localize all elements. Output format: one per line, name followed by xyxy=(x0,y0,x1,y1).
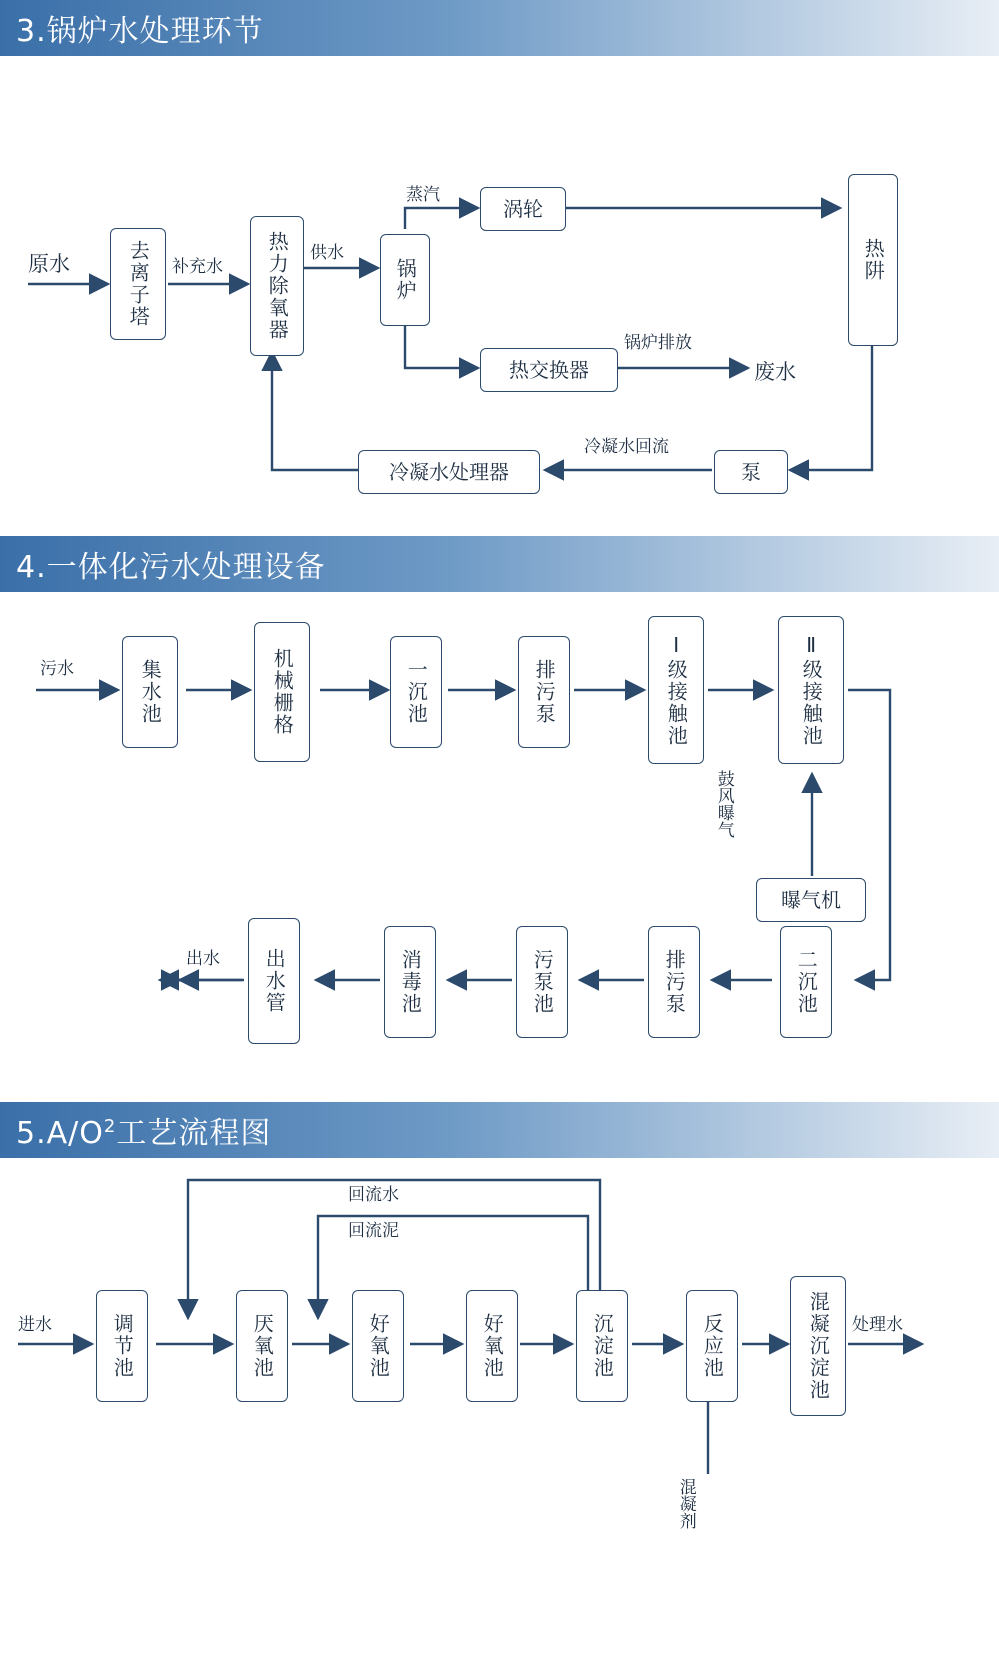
label-outflow: 出水 xyxy=(186,949,220,969)
diagram-ao2-process xyxy=(0,1158,999,1678)
node-deaerator: 热力除氧器 xyxy=(250,216,304,356)
label-return-sludge: 回流泥 xyxy=(348,1221,399,1241)
node-primary-settling: 一沉池 xyxy=(390,636,442,748)
label-blower-aeration: 鼓风曝气 xyxy=(713,770,734,838)
node-sewage-pump-2: 排污泵 xyxy=(648,926,700,1038)
node-aerator: 曝气机 xyxy=(756,878,866,922)
node-secondary-settling: 二沉池 xyxy=(780,926,832,1038)
label-condensate-return: 冷凝水回流 xyxy=(584,437,669,457)
node-outlet-pipe: 出水管 xyxy=(248,918,300,1044)
label-coagulant: 混凝剂 xyxy=(675,1478,696,1529)
node-condensate-treater: 冷凝水处理器 xyxy=(358,450,540,494)
label-influent: 进水 xyxy=(18,1315,52,1335)
section-title-ao2-sup: 2 xyxy=(103,1116,117,1137)
label-boiler-blowdown: 锅炉排放 xyxy=(624,333,692,353)
node-deionizer: 去离子塔 xyxy=(110,228,166,340)
node-reaction-tank: 反应池 xyxy=(686,1290,738,1402)
node-mechanical-grid: 机械栅格 xyxy=(254,622,310,762)
node-collection-tank: 集水池 xyxy=(122,636,178,748)
node-aerobic-tank-2: 好氧池 xyxy=(466,1290,518,1402)
node-heat-exchanger: 热交换器 xyxy=(480,348,618,392)
label-sewage-in: 污水 xyxy=(40,659,74,679)
section-title-boiler: 3.锅炉水处理环节 xyxy=(16,14,264,49)
diagram-boiler-water-treatment xyxy=(0,56,999,536)
label-raw-water: 原水 xyxy=(28,252,70,276)
node-contact-tank-1: Ⅰ级接触池 xyxy=(648,616,704,764)
ao2-diagram-wires xyxy=(0,1158,999,1678)
node-regulating-tank: 调节池 xyxy=(96,1290,148,1402)
node-heat-well: 热阱 xyxy=(848,174,898,346)
node-disinfection-tank: 消毒池 xyxy=(384,926,436,1038)
node-aerobic-tank-1: 好氧池 xyxy=(352,1290,404,1402)
section-title-ao2-post: 工艺流程图 xyxy=(116,1116,272,1151)
node-turbine: 涡轮 xyxy=(480,187,566,231)
label-makeup-water: 补充水 xyxy=(172,257,223,277)
node-boiler: 锅炉 xyxy=(380,234,430,326)
node-sludge-pump-tank: 污泵池 xyxy=(516,926,568,1038)
section-title-ao2-pre: 5.A/O xyxy=(16,1116,104,1151)
section-title-integrated-sewage: 4.一体化污水处理设备 xyxy=(16,550,326,585)
node-sewage-pump: 排污泵 xyxy=(518,636,570,748)
diagram-integrated-sewage-equipment xyxy=(0,592,999,1102)
label-treated-water: 处理水 xyxy=(852,1315,903,1335)
section-header-ao2 xyxy=(0,1102,999,1158)
section-header-integrated-sewage xyxy=(0,536,999,592)
node-pump: 泵 xyxy=(714,450,788,494)
node-coagulation-sedimentation-tank: 混凝沉淀池 xyxy=(790,1276,846,1416)
section-title-ao2 xyxy=(0,1108,271,1152)
label-steam: 蒸汽 xyxy=(406,185,440,205)
label-feed-water: 供水 xyxy=(310,243,344,263)
label-waste-water: 废水 xyxy=(754,360,796,384)
node-anaerobic-tank: 厌氧池 xyxy=(236,1290,288,1402)
node-sedimentation-tank: 沉淀池 xyxy=(576,1290,628,1402)
node-contact-tank-2: Ⅱ级接触池 xyxy=(778,616,844,764)
label-return-water: 回流水 xyxy=(348,1185,399,1205)
section-header-boiler xyxy=(0,0,999,56)
